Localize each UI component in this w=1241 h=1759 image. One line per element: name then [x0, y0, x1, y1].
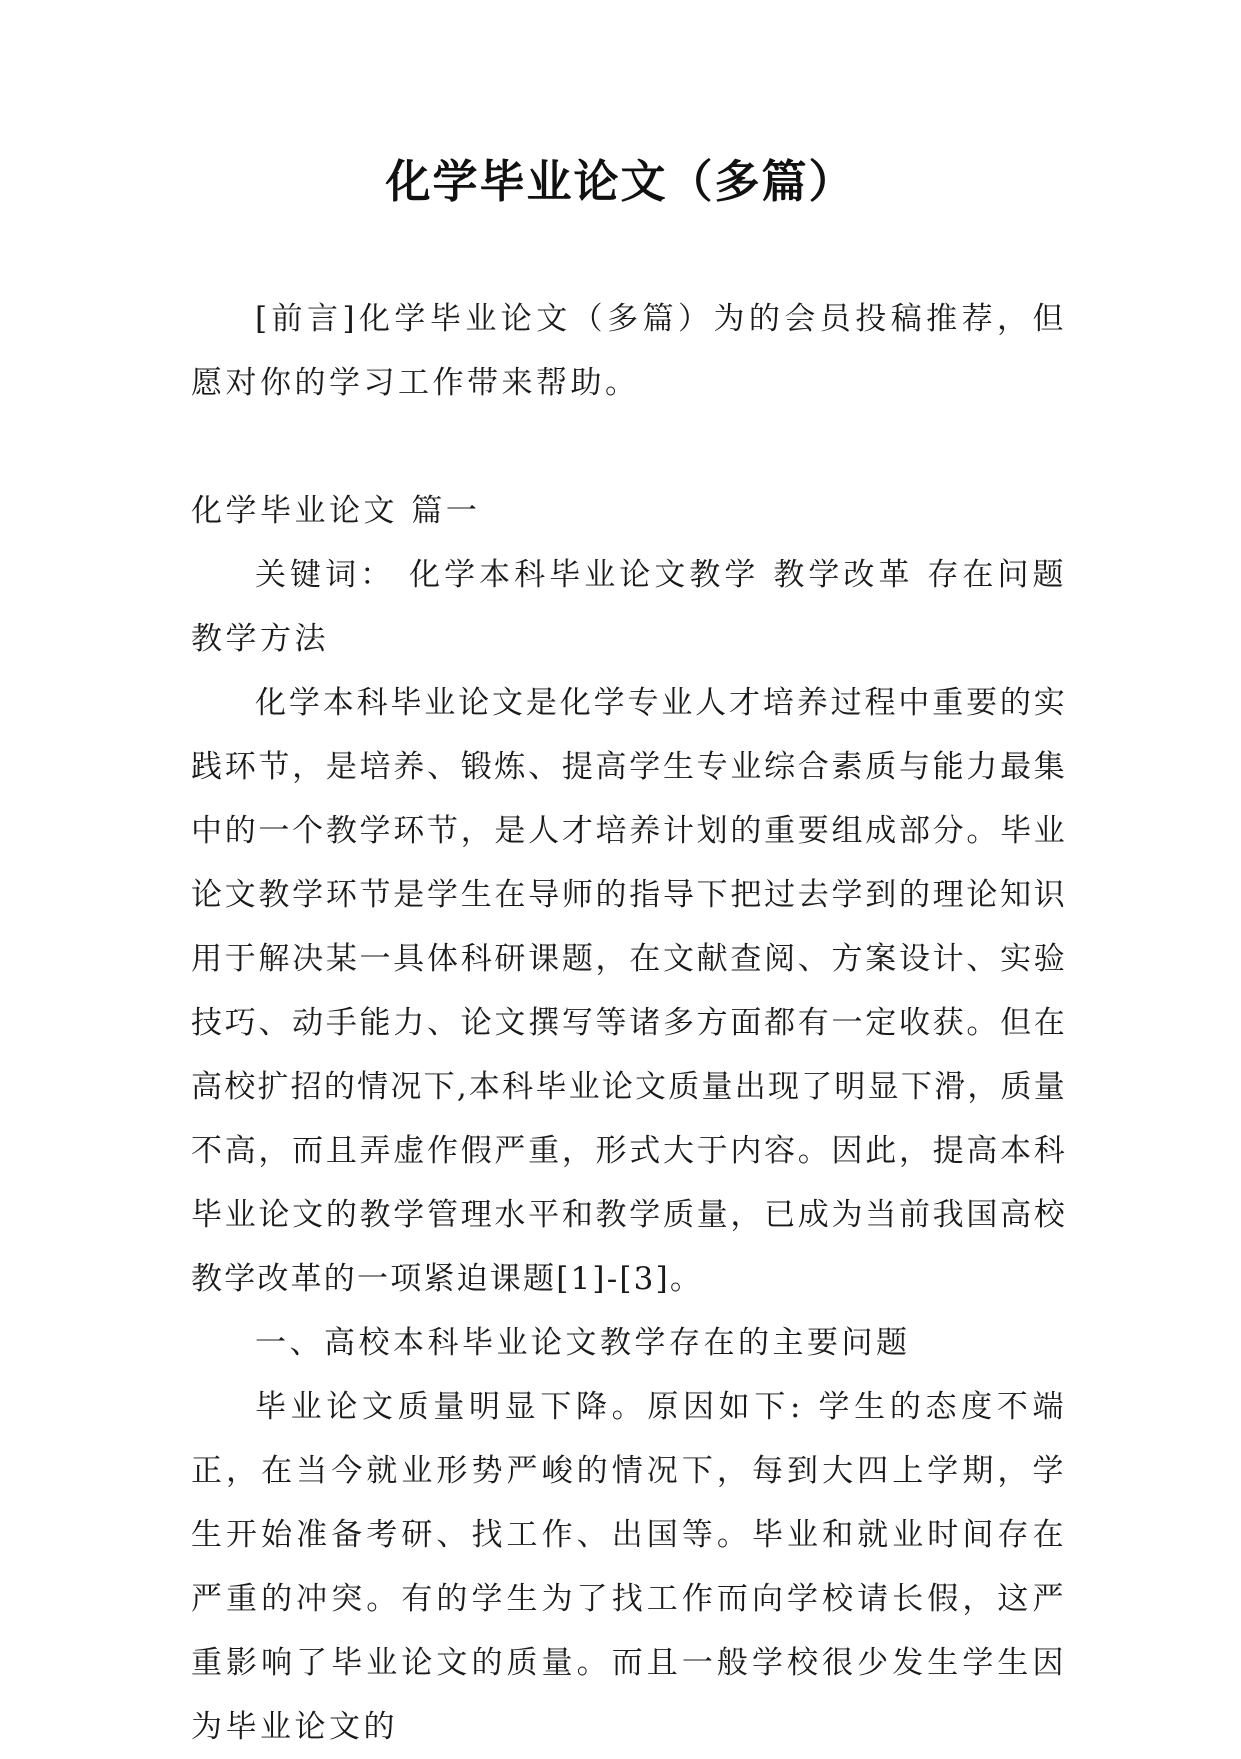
keywords-paragraph: 关键词： 化学本科毕业论文教学 教学改革 存在问题 教学方法 [191, 557, 1067, 657]
body-paragraph-2: 毕业论文质量明显下降。原因如下: 学生的态度不端正，在当今就业形势严峻的情况下，每到大四上学期，学生开始准备考研、找工作、出国等。毕业和就业时间存在严重的冲突。有的学生为了找工作而向学校请长假，这严重影响了毕业论文的质量。而且一般学校很少发生学生因为毕业论文的 [191, 1389, 1067, 1745]
subheading-1: 一、高校本科毕业论文教学存在的主要问题 [255, 1325, 911, 1361]
document-title: 化学毕业论文（多篇） [385, 155, 856, 208]
section-heading: 化学毕业论文 篇一 [191, 493, 481, 529]
body-paragraph-1: 化学本科毕业论文是化学专业人才培养过程中重要的实践环节，是培养、锻炼、提高学生专业综合素质与能力最集中的一个教学环节，是人才培养计划的重要组成部分。毕业论文教学环节是学生在导师的指导下把过去学到的理论知识用于解决某一具体科研课题，在文献查阅、方案设计、实验技巧、动手能力、论文撰写等诸多方面都有一定收获。但在高校扩招的情况下,本科毕业论文质量出现了明显下滑，质量不高，而且弄虚作假严重，形式大于内容。因此，提高本科毕业论文的教学管理水平和教学质量，已成为当前我国高校教学改革的一项紧迫课题[1]-[3]。 [191, 685, 1067, 1297]
document-body [191, 287, 1067, 1759]
paragraph-spacer [191, 415, 1067, 479]
preface-paragraph: [前言]化学毕业论文（多篇）为的会员投稿推荐，但愿对你的学习工作带来帮助。 [191, 301, 1067, 401]
